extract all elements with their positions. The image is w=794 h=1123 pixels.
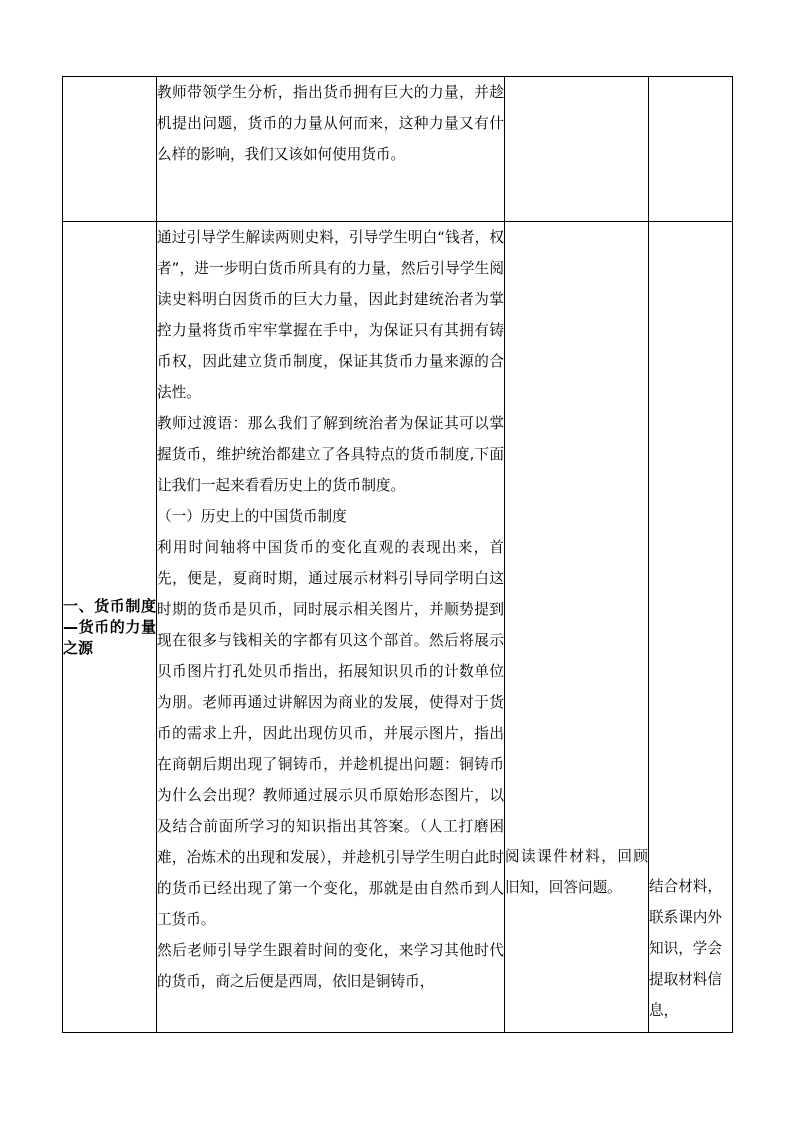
content-paragraph: 教师过渡语：那么我们了解到统治者为保证其可以掌握货币，维护统治都建立了各具特点的货币制度,下面让我们一起来看看历史上的货币制度。	[157, 415, 504, 494]
student-activity-text: 阅读课件材料，回顾旧知，回答问题。	[505, 848, 648, 896]
content-cell	[157, 222, 505, 1033]
student-activity-cell	[505, 222, 649, 1033]
table-row	[63, 77, 733, 222]
topic-cell	[63, 222, 157, 1033]
design-intent-text: 结合材料，联系课内外知识，学会提取材料信息，	[649, 878, 722, 1019]
topic-cell	[63, 77, 157, 222]
content-cell	[157, 77, 505, 222]
content-paragraph: 利用时间轴将中国货币的变化直观的表现出来，首先，便是，夏商时期，通过展示材料引导同学明白这时期的货币是贝币，同时展示相关图片，并顺势提到现在很多与钱相关的字都有贝这个部首。然后将展示贝币图片打孔处贝币指出，拓展知识贝币的计数单位为朋。老师再通过讲解因为商业的发展，使得对于货币的需求上升，因此出现仿贝币，并展示图片，指出在商朝后期出现了铜铸币，并趁机提出问题：铜铸币为什么会出现？教师通过展示贝币原始形态图片，以及结合前面所学习的知识指出其答案。（人工打磨困难，冶炼术的出现和发展），并趁机引导学生明白此时的货币已经出现了第一个变化，那就是由自然币到人工货币。	[157, 539, 504, 928]
content-subheading: （一）历史上的中国货币制度	[157, 508, 347, 525]
student-activity-cell	[505, 77, 649, 222]
content-paragraph: 然后老师引导学生跟着时间的变化，来学习其他时代的货币，商之后便是西周，依旧是铜铸币，	[157, 942, 504, 990]
design-intent-cell	[649, 77, 733, 222]
content-paragraph: 教师带领学生分析，指出货币拥有巨大的力量，并趁机提出问题，货币的力量从何而来，这种力量又有什么样的影响，我们又该如何使用货币。	[157, 84, 504, 163]
table-row	[63, 222, 733, 1033]
content-paragraph: 通过引导学生解读两则史料，引导学生明白“钱者，权者”，进一步明白货币所具有的力量，然后引导学生阅读史料明白因货币的巨大力量，因此封建统治者为掌控力量将货币牢牢掌握在手中，为保证只有其拥有铸币权，因此建立货币制度，保证其货币力量来源的合法性。	[157, 229, 504, 401]
topic-text: 一、货币制度—货币的力量之源	[63, 596, 156, 657]
design-intent-cell	[649, 222, 733, 1033]
lesson-plan-table	[62, 76, 733, 1033]
